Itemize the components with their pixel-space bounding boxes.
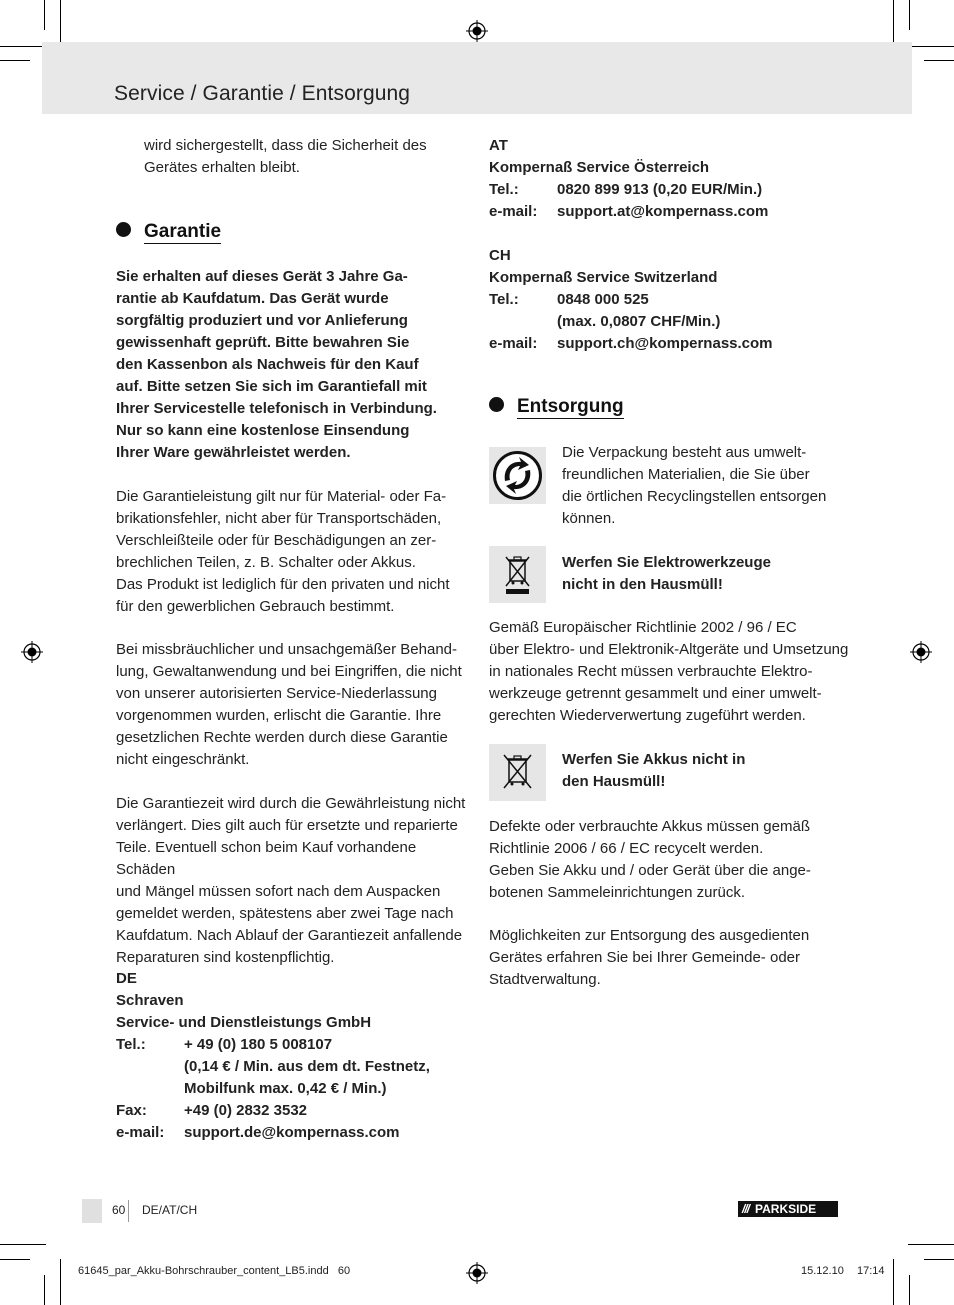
crossed-bin-weee-icon	[489, 546, 546, 603]
garantie-paragraph-2: Die Garantieleistung gilt nur für Material- oder Fa- brikationsfehler, nicht aber für Transportschäden, Verschleißteile oder für Beschädigungen an zer- brechlichen Teilen, z. B. Schalter oder Akkus. Das Produkt ist lediglich für den privaten und nicht für den gewerblichen Gebrauch bestimmt.	[116, 488, 450, 615]
phone-note: (max. 0,0807 CHF/Min.)	[557, 313, 721, 330]
email-address: support.ch@kompernass.com	[557, 335, 773, 352]
file-info: 61645_par_Akku-Bohrschrauber_content_LB5.indd 60	[78, 1265, 351, 1277]
crop-mark	[908, 1244, 954, 1245]
print-date: 15.12.10	[801, 1265, 844, 1277]
company-name: Service- und Dienstleistungs GmbH	[116, 1014, 372, 1031]
crop-mark	[60, 0, 61, 46]
phone-number: + 49 (0) 180 5 008107	[184, 1036, 333, 1053]
registration-mark-icon	[21, 641, 43, 663]
phone-note: Mobilfunk max. 0,42 € / Min.)	[184, 1080, 387, 1097]
registration-mark-icon	[910, 641, 932, 663]
company-name: Kompernaß Service Switzerland	[489, 269, 718, 286]
disposal-info-text: Möglichkeiten zur Entsorgung des ausgedienten Gerätes erfahren Sie bei Ihrer Gemeinde- oder Stadtverwaltung.	[489, 927, 810, 988]
crop-mark	[0, 1259, 30, 1260]
crop-mark	[924, 1259, 954, 1260]
email-label: e-mail:	[489, 335, 538, 352]
fax-number: +49 (0) 2832 3532	[184, 1102, 308, 1119]
tel-label: Tel.:	[489, 291, 519, 308]
crop-mark	[60, 1259, 61, 1305]
region-label: DE/AT/CH	[142, 1203, 198, 1217]
garantie-paragraph-4: Die Garantiezeit wird durch die Gewährleistung nicht verlängert. Dies gilt auch für ersetzte und reparierte Teile. Eventuell schon beim Kauf vorhandene Schäden und Mängel müssen sofort nach dem Auspacken gemeldet werden, spätestens aber zwei Tage nach Kaufdatum. Nach Ablauf der Garantiezeit anfallende Reparaturen sind kostenpflichtig.	[116, 795, 466, 966]
page-number: 60	[112, 1203, 126, 1217]
tel-label: Tel.:	[489, 181, 519, 198]
registration-mark-icon	[466, 20, 488, 42]
page-number-box	[82, 1199, 102, 1223]
green-dot-recycling-icon	[489, 447, 546, 504]
contact-de	[116, 968, 476, 1144]
divider	[128, 1200, 129, 1222]
company-name: Kompernaß Service Österreich	[489, 159, 710, 176]
brand-logo: /// PARKSIDE	[738, 1201, 838, 1217]
country-code: DE	[116, 970, 137, 987]
tel-label: Tel.:	[116, 1036, 146, 1053]
crossed-bin-battery-icon	[489, 744, 546, 801]
entsorgung-heading: Entsorgung	[489, 396, 624, 420]
battery-warning: Werfen Sie Akkus nicht in den Hausmüll!	[562, 751, 746, 790]
intro-text: wird sichergestellt, dass die Sicherheit des Gerätes erhalten bleibt.	[144, 137, 427, 176]
crop-mark	[0, 1244, 46, 1245]
garantie-bold-paragraph: Sie erhalten auf dieses Gerät 3 Jahre Ga- rantie ab Kaufdatum. Das Gerät wurde sorgfältig produziert und vor Anlieferung gewissenhaft geprüft. Bitte bewahren Sie den Kassenbon als Nachweis für den Kauf auf. Bitte setzen Sie sich im Garantiefall mit Ihrer Servicestelle telefonisch in Verbindung. Nur so kann eine kostenlose Einsendung Ihrer Ware gewährleistet werden.	[116, 268, 437, 461]
phone-note: (0,14 € / Min. aus dem dt. Festnetz,	[184, 1058, 430, 1075]
contact-ch	[489, 245, 849, 355]
crop-mark	[0, 46, 46, 47]
country-code: AT	[489, 137, 508, 154]
crop-mark	[909, 1275, 910, 1305]
bullet-icon	[116, 222, 131, 237]
crop-mark	[0, 60, 30, 61]
print-time: 17:14	[857, 1265, 885, 1277]
crop-mark	[909, 0, 910, 30]
email-address: support.de@kompernass.com	[184, 1124, 400, 1141]
phone-number: 0848 000 525	[557, 291, 649, 308]
weee-text: Gemäß Europäischer Richtlinie 2002 / 96 / EC über Elektro- und Elektronik-Altgeräte und Umsetzung in nationales Recht müssen verbrauchte Elektro- werkzeuge getrennt gesammelt und einer umwelt- gerechten Wiederverwertung zugeführt werden.	[489, 619, 849, 724]
crop-mark	[893, 0, 894, 46]
crop-mark	[908, 46, 954, 47]
contact-at	[489, 135, 849, 223]
crop-mark	[893, 1259, 894, 1305]
crop-mark	[44, 1275, 45, 1305]
battery-text: Defekte oder verbrauchte Akkus müssen gemäß Richtlinie 2006 / 66 / EC recycelt werden. Geben Sie Akku und / oder Gerät über die ange- botenen Sammeleinrichtungen zurück.	[489, 818, 811, 901]
country-code: CH	[489, 247, 511, 264]
page-title: Service / Garantie / Entsorgung	[114, 82, 411, 105]
email-label: e-mail:	[489, 203, 538, 220]
logo-stripes-icon: ///	[742, 1202, 750, 1216]
crop-mark	[44, 0, 45, 30]
weee-warning: Werfen Sie Elektrowerkzeuge nicht in den Hausmüll!	[562, 554, 771, 593]
registration-mark-icon	[466, 1262, 488, 1284]
packaging-text: Die Verpackung besteht aus umwelt- freundlichen Materialien, die Sie über die örtlichen Recyclingstellen entsorgen können.	[562, 444, 827, 527]
garantie-heading: Garantie	[116, 221, 221, 245]
crop-mark	[924, 60, 954, 61]
bullet-icon	[489, 397, 504, 412]
phone-number: 0820 899 913 (0,20 EUR/Min.)	[557, 181, 763, 198]
garantie-paragraph-3: Bei missbräuchlicher und unsachgemäßer Behand- lung, Gewaltanwendung und bei Eingriffen, die nicht von unserer autorisierten Service-Niederlassung vorgenommen wurden, erlischt die Garantie. Ihre gesetzlichen Rechte werden durch diese Garantie nicht eingeschränkt.	[116, 641, 462, 768]
email-address: support.at@kompernass.com	[557, 203, 769, 220]
company-name: Schraven	[116, 992, 184, 1009]
fax-label: Fax:	[116, 1102, 147, 1119]
email-label: e-mail:	[116, 1124, 165, 1141]
